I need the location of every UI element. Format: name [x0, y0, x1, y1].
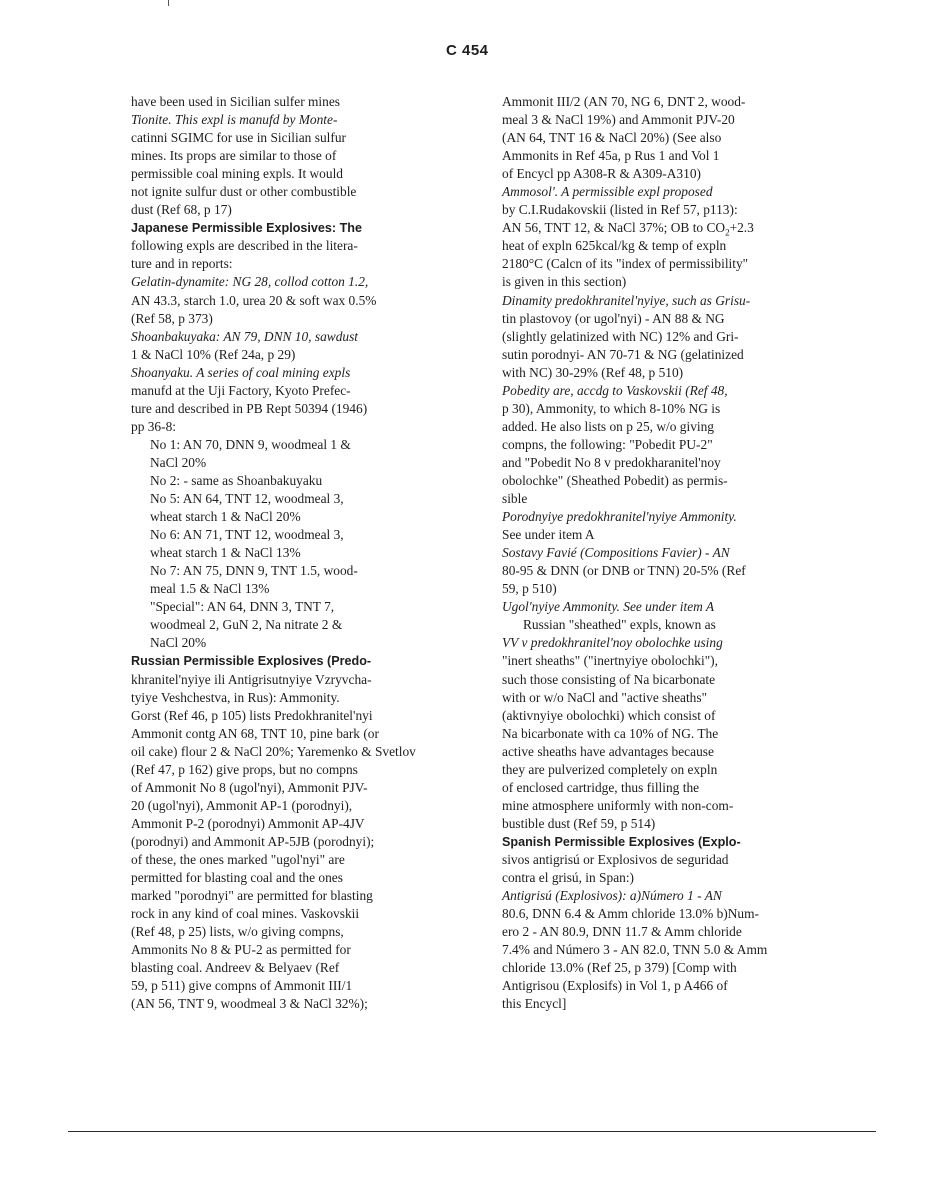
- text-line: Antigrisú (Explosivos): a)Número 1 - AN: [502, 888, 722, 904]
- list-item: NaCl 20%: [150, 454, 207, 470]
- list-item: woodmeal 2, GuN 2, Na nitrate 2 &: [150, 617, 343, 633]
- text-line: permitted for blasting coal and the ones: [131, 870, 343, 886]
- text-line: Shoanyaku. A series of coal mining expls: [131, 364, 351, 380]
- text-line: (Ref 47, p 162) give props, but no compns: [131, 761, 358, 777]
- text-line: (Ref 58, p 373): [131, 310, 213, 326]
- text-line: 1 & NaCl 10% (Ref 24a, p 29): [131, 346, 296, 362]
- text-line: 80-95 & DNN (or DNB or TNN) 20-5% (Ref: [502, 563, 746, 579]
- list-item: wheat starch 1 & NaCl 13%: [150, 545, 301, 561]
- text-line: Na bicarbonate with ca 10% of NG. The: [502, 725, 719, 741]
- text-line: See under item A: [502, 527, 595, 543]
- text-line: (Ref 48, p 25) lists, w/o giving compns,: [131, 924, 344, 940]
- text-line: (aktivnyiye obolochki) which consist of: [502, 707, 716, 723]
- footer-rule: [68, 1131, 876, 1132]
- text-line: pp 36-8:: [131, 418, 177, 434]
- text-line: of enclosed cartridge, thus filling the: [502, 779, 700, 795]
- text-line: compns, the following: "Pobedit PU-2": [502, 436, 713, 452]
- section-heading: Spanish Permissible Explosives (Explo-: [502, 834, 741, 849]
- text-line: Dinamity predokhranitel'nyiye, such as Grisu-: [502, 292, 751, 308]
- text-line: 80.6, DNN 6.4 & Amm chloride 13.0% b)Num-: [502, 906, 759, 922]
- text-line: have been used in Sicilian sulfer mines: [131, 94, 340, 109]
- text-line: (slightly gelatinized with NC) 12% and Gri-: [502, 328, 739, 344]
- text-line: ture and described in PB Rept 50394 (1946): [131, 400, 368, 416]
- text-line: with NC) 30-29% (Ref 48, p 510): [502, 364, 684, 380]
- list-item: wheat starch 1 & NaCl 20%: [150, 509, 301, 525]
- text-line: is given in this section): [502, 274, 627, 290]
- text-line: of Encycl pp A308-R & A309-A310): [502, 166, 701, 182]
- text-line: and "Pobedit No 8 v predokharanitel'noy: [502, 454, 721, 470]
- list-item: No 1: AN 70, DNN 9, woodmeal 1 &: [150, 436, 351, 452]
- text-line: 20 (ugol'nyi), Ammonit AP-1 (porodnyi),: [131, 797, 353, 813]
- text-line: Porodnyiye predokhranitel'nyiye Ammonity.: [502, 509, 737, 525]
- text-line: p 30), Ammonity, to which 8-10% NG is: [502, 400, 721, 416]
- text-line: Antigrisou (Explosifs) in Vol 1, p A466 of: [502, 978, 728, 994]
- list-item: No 7: AN 75, DNN 9, TNT 1.5, wood-: [150, 563, 358, 579]
- list-item: No 5: AN 64, TNT 12, woodmeal 3,: [150, 491, 344, 507]
- text-line: Pobedity are, accdg to Vaskovskii (Ref 48,: [502, 382, 728, 398]
- text-line: meal 3 & NaCl 19%) and Ammonit PJV-20: [502, 112, 735, 128]
- left-column: [131, 93, 473, 1013]
- text-line: heat of expln 625kcal/kg & temp of expln: [502, 238, 727, 254]
- text-line: they are pulverized completely on expln: [502, 761, 718, 777]
- subscript: 2: [725, 228, 730, 238]
- text-line: Gelatin-dynamite: NG 28, collod cotton 1.2,: [131, 274, 369, 290]
- text-segment: AN 56, TNT 12, & NaCl 37%; OB to CO: [502, 220, 726, 236]
- text-line: Ammosol'. A permissible expl proposed: [502, 184, 713, 200]
- text-line: AN 43.3, starch 1.0, urea 20 & soft wax 0.5%: [131, 292, 377, 308]
- text-line: mine atmosphere uniformly with non-com-: [502, 797, 734, 813]
- text-line: catinni SGIMC for use in Sicilian sulfur: [131, 130, 346, 146]
- text-line: 59, p 510): [502, 581, 557, 597]
- text-line: sutin porodnyi- AN 70-71 & NG (gelatinized: [502, 346, 744, 362]
- text-line: Ammonit contg AN 68, TNT 10, pine bark (or: [131, 725, 379, 741]
- text-line: sivos antigrisú or Explosivos de seguridad: [502, 851, 729, 867]
- text-line: Tionite. This expl is manufd by Monte-: [131, 112, 338, 128]
- text-line: khranitel'nyiye ili Antigrisutnyiye Vzryvcha-: [131, 671, 372, 687]
- text-line: Gorst (Ref 46, p 105) lists Predokhranitel'nyi: [131, 707, 373, 723]
- text-line: of these, the ones marked "ugol'nyi" are: [131, 851, 345, 867]
- text-line: [502, 219, 824, 237]
- text-line: Shoanbakuyaka: AN 79, DNN 10, sawdust: [131, 328, 359, 344]
- text-line: by C.I.Rudakovskii (listed in Ref 57, p113):: [502, 202, 738, 218]
- text-line: ture and in reports:: [131, 256, 233, 272]
- section-heading: Russian Permissible Explosives (Predo-: [131, 654, 372, 669]
- text-line: Russian "sheathed" expls, known as: [523, 617, 716, 633]
- text-line: tyiye Veshchestva, in Rus): Ammonity.: [131, 689, 340, 705]
- list-item: meal 1.5 & NaCl 13%: [150, 581, 270, 597]
- text-line: 2180°C (Calcn of its "index of permissibility": [502, 256, 749, 272]
- text-line: (AN 64, TNT 16 & NaCl 20%) (See also: [502, 130, 722, 146]
- text-line: mines. Its props are similar to those of: [131, 148, 337, 164]
- text-line: tin plastovoy (or ugol'nyi) - AN 88 & NG: [502, 310, 725, 326]
- text-line: following expls are described in the litera-: [131, 238, 358, 254]
- text-line: blasting coal. Andreev & Belyaev (Ref: [131, 960, 340, 976]
- text-line: obolochke" (Sheathed Pobedit) as permis-: [502, 472, 728, 488]
- page-number: C 454: [446, 42, 489, 59]
- text-line: marked "porodnyi" are permitted for blasting: [131, 888, 373, 904]
- text-line: manufd at the Uji Factory, Kyoto Prefec-: [131, 382, 351, 398]
- text-line: contra el grisú, in Span:): [502, 870, 635, 886]
- text-line: Ugol'nyiye Ammonity. See under item A: [502, 599, 715, 615]
- text-line: of Ammonit No 8 (ugol'nyi), Ammonit PJV-: [131, 779, 368, 795]
- text-line: dust (Ref 68, p 17): [131, 202, 232, 218]
- text-line: permissible coal mining expls. It would: [131, 166, 343, 182]
- section-heading: Japanese Permissible Explosives: The: [131, 221, 362, 236]
- text-line: ero 2 - AN 80.9, DNN 11.7 & Amm chloride: [502, 924, 742, 940]
- text-line: Ammonit P-2 (porodnyi) Ammonit AP-4JV: [131, 815, 365, 831]
- text-line: with or w/o NaCl and "active sheaths": [502, 689, 708, 705]
- text-segment: +2.3: [729, 220, 754, 236]
- right-column: [502, 93, 824, 1013]
- text-line: (porodnyi) and Ammonit AP-5JB (porodnyi);: [131, 833, 375, 849]
- text-line: added. He also lists on p 25, w/o giving: [502, 418, 715, 434]
- text-line: this Encycl]: [502, 996, 567, 1012]
- text-line: not ignite sulfur dust or other combustible: [131, 184, 357, 200]
- text-line: 59, p 511) give compns of Ammonit III/1: [131, 978, 353, 994]
- text-line: "inert sheaths" ("inertnyiye obolochki"),: [502, 653, 718, 669]
- text-line: bustible dust (Ref 59, p 514): [502, 815, 656, 831]
- text-line: such those consisting of Na bicarbonate: [502, 671, 716, 687]
- list-item: NaCl 20%: [150, 635, 207, 651]
- top-tick-mark: [168, 0, 169, 6]
- text-line: Ammonit III/2 (AN 70, NG 6, DNT 2, wood-: [502, 94, 746, 109]
- list-item: "Special": AN 64, DNN 3, TNT 7,: [150, 599, 335, 615]
- text-line: VV v predokhranitel'noy obolochke using: [502, 635, 723, 651]
- list-item: No 6: AN 71, TNT 12, woodmeal 3,: [150, 527, 344, 543]
- text-line: active sheaths have advantages because: [502, 743, 714, 759]
- text-line: 7.4% and Número 3 - AN 82.0, TNN 5.0 & Amm: [502, 942, 768, 958]
- text-line: (AN 56, TNT 9, woodmeal 3 & NaCl 32%);: [131, 996, 368, 1012]
- text-line: oil cake) flour 2 & NaCl 20%; Yaremenko & Svetlov: [131, 743, 416, 759]
- text-line: chloride 13.0% (Ref 25, p 379) [Comp with: [502, 960, 737, 976]
- text-line: rock in any kind of coal mines. Vaskovskii: [131, 906, 360, 922]
- text-line: sible: [502, 491, 528, 507]
- text-line: Sostavy Favié (Compositions Favier) - AN: [502, 545, 730, 561]
- text-line: Ammonits in Ref 45a, p Rus 1 and Vol 1: [502, 148, 720, 164]
- list-item: No 2: - same as Shoanbakuyaku: [150, 472, 323, 488]
- text-line: Ammonits No 8 & PU-2 as permitted for: [131, 942, 351, 958]
